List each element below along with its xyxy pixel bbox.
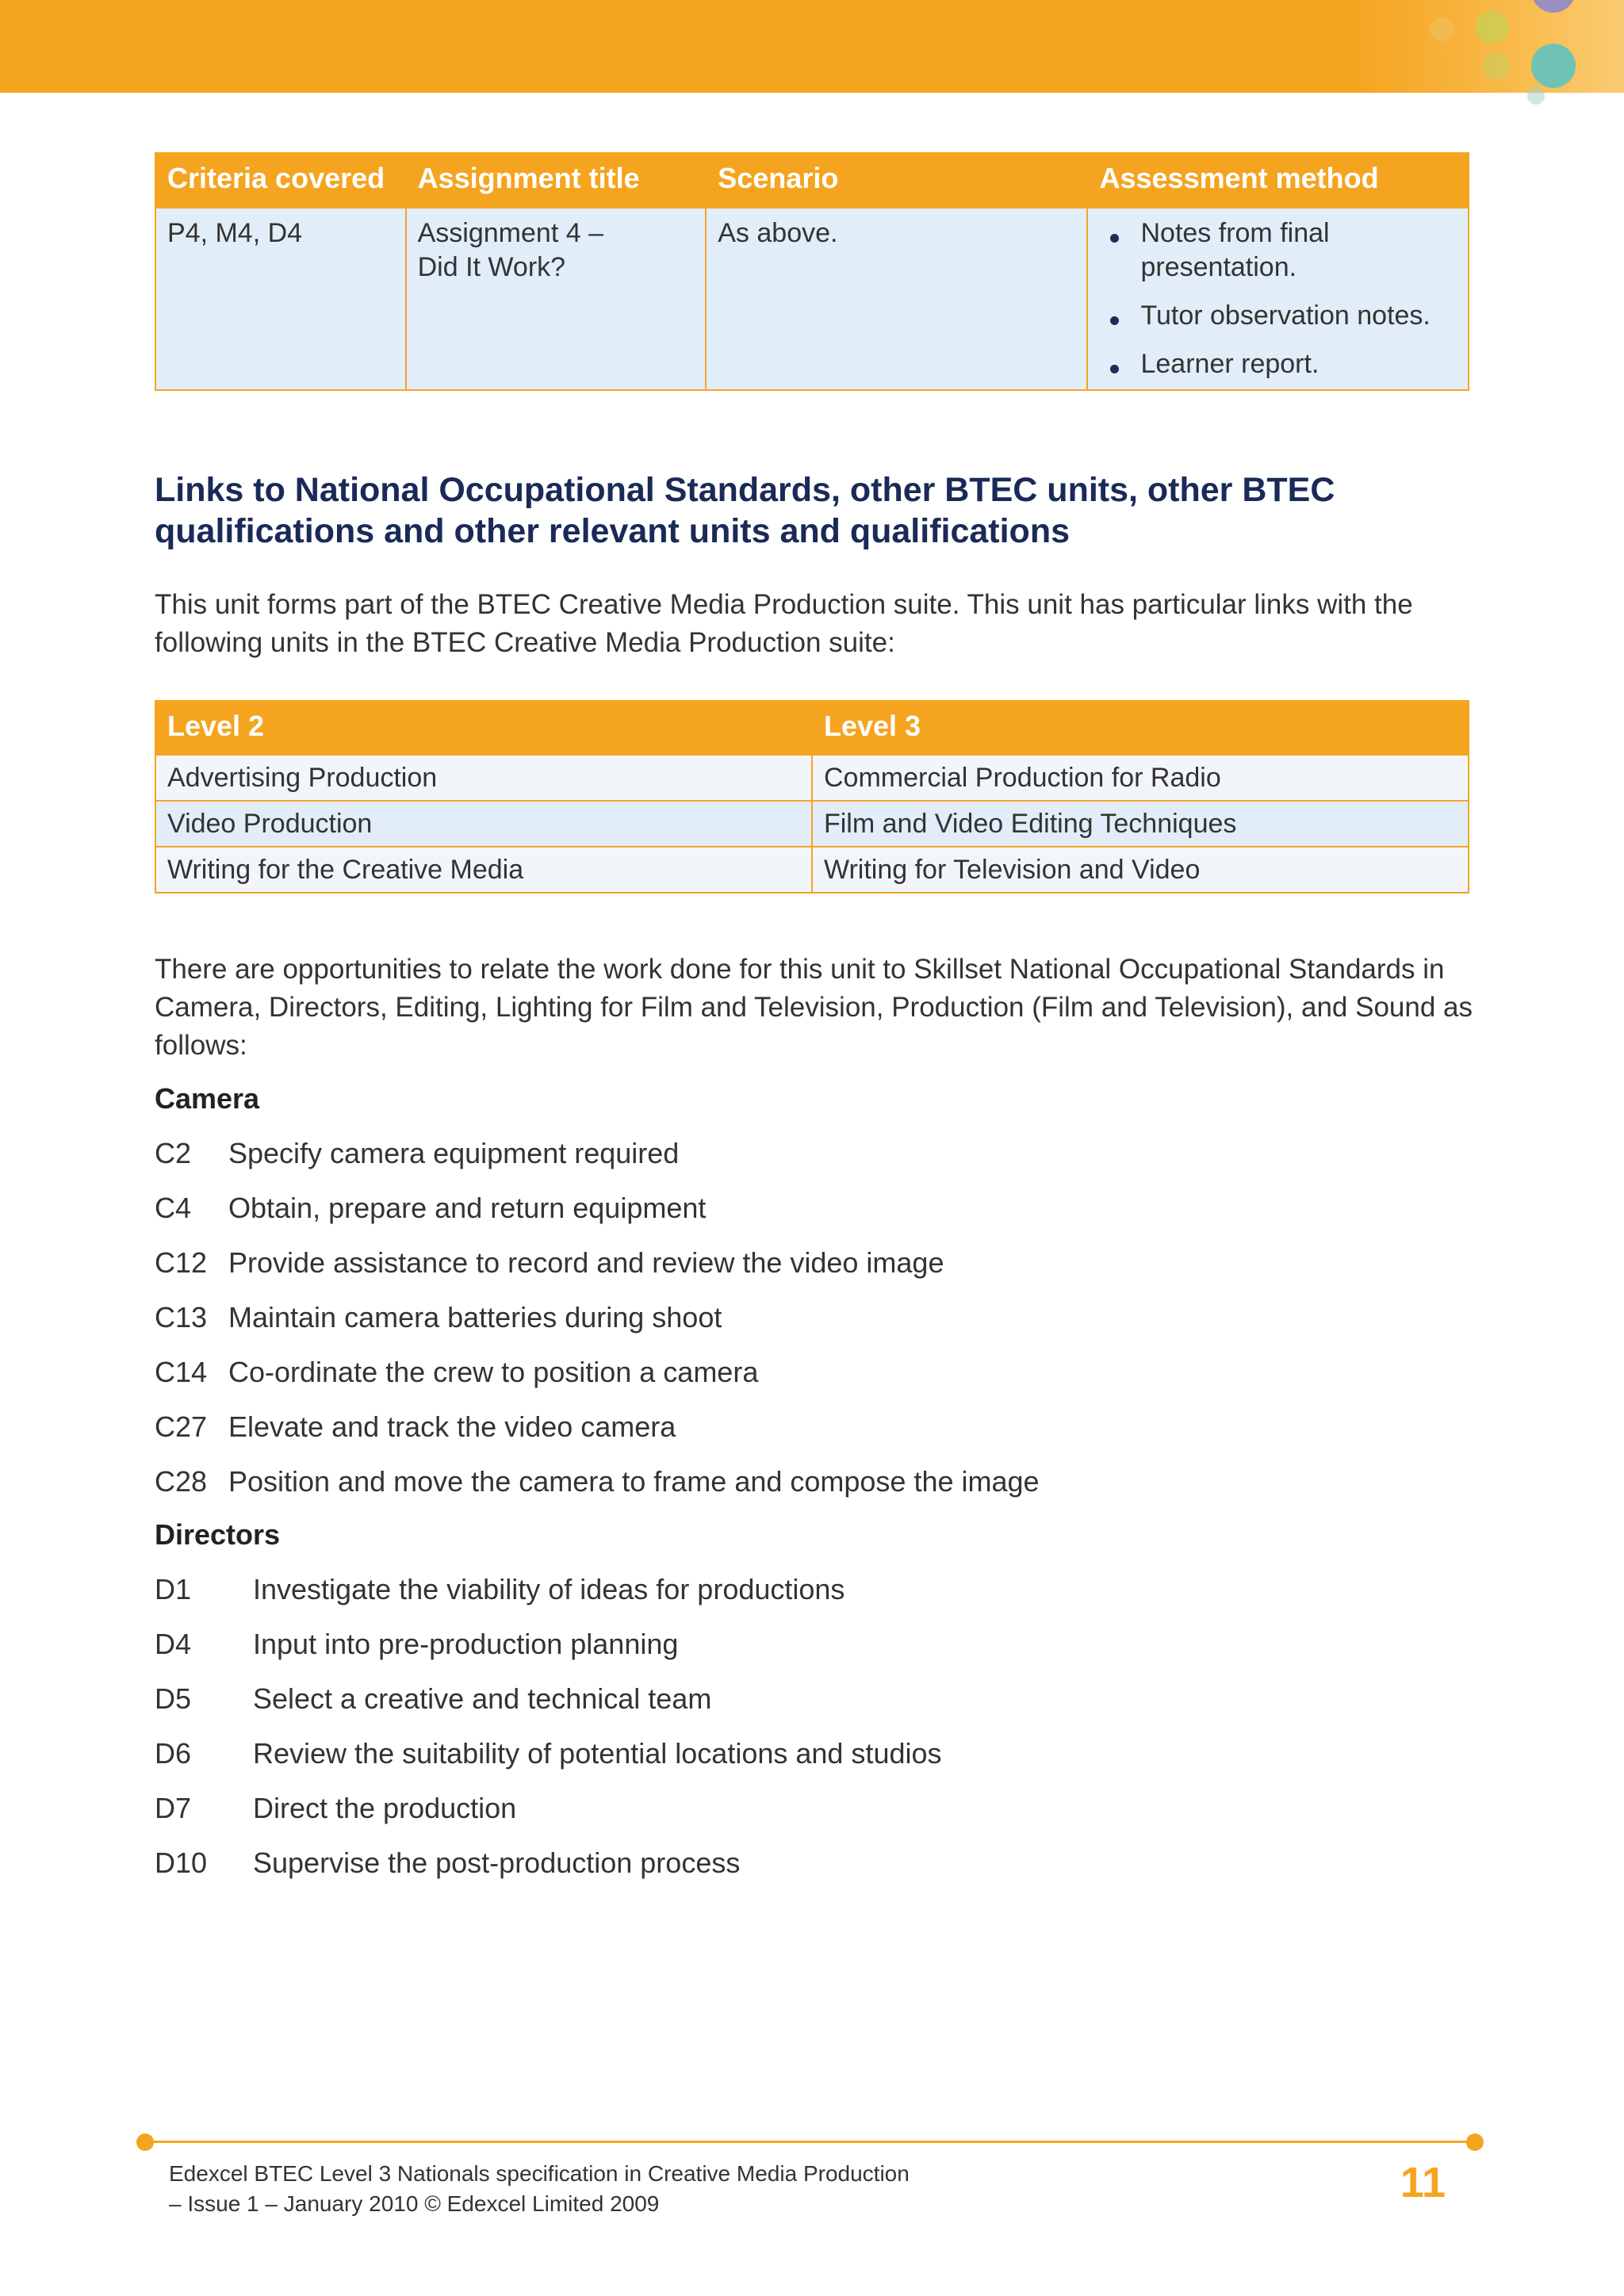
assessment-method-cell (1087, 208, 1469, 390)
list-item: Tutor observation notes. (1099, 299, 1457, 333)
standard-description: Elevate and track the video camera (228, 1410, 676, 1443)
standard-description: Position and move the camera to frame and compose the image (228, 1465, 1040, 1498)
list-item (155, 1627, 679, 1662)
list-item (155, 1682, 712, 1716)
column-header: Assessment method (1087, 153, 1469, 208)
list-item (155, 1136, 680, 1171)
column-header: Level 2 (155, 701, 812, 755)
standard-description: Supervise the post-production process (253, 1846, 741, 1879)
standard-code: C14 (155, 1356, 208, 1388)
standard-description: Investigate the viability of ideas for productions (253, 1573, 845, 1605)
standard-description: Select a creative and technical team (253, 1682, 712, 1715)
list-item (155, 1300, 722, 1335)
standard-code: C27 (155, 1410, 208, 1443)
column-header: Assignment title (406, 153, 707, 208)
list-item (155, 1464, 1040, 1499)
decorative-dot (1476, 10, 1509, 44)
footer-divider (145, 2141, 1474, 2143)
column-header: Scenario (706, 153, 1087, 208)
table-row (155, 801, 1469, 847)
page-number: 11 (1400, 2159, 1446, 2206)
standard-code: D6 (155, 1737, 192, 1770)
table-header-row (155, 153, 1469, 208)
table-row (155, 208, 1469, 390)
decorative-dot (1531, 44, 1576, 88)
column-header: Criteria covered (155, 153, 406, 208)
intro-paragraph: This unit forms part of the BTEC Creative Media Production suite. This unit has particular links with the following units in the BTEC Creative Media Production suite: (155, 589, 1413, 658)
standard-code: D4 (155, 1628, 192, 1660)
directors-heading: Directors (155, 1518, 281, 1551)
table-row (155, 755, 1469, 801)
footer-line: – Issue 1 – January 2010 © Edexcel Limited 2009 (169, 2191, 660, 2216)
standard-code: D7 (155, 1792, 192, 1824)
column-header: Level 3 (812, 701, 1469, 755)
standard-code: D1 (155, 1573, 192, 1605)
list-item (155, 1191, 707, 1226)
standard-code: C2 (155, 1137, 192, 1169)
list-item (155, 1246, 944, 1280)
list-item (155, 1736, 942, 1771)
scenario-cell: As above. (706, 208, 1087, 390)
footer-divider-dot (1466, 2133, 1484, 2151)
list-item: Learner report. (1099, 347, 1457, 381)
footer-divider-dot (136, 2133, 154, 2151)
list-item: Notes from final presentation. (1099, 216, 1457, 285)
standard-description: Maintain camera batteries during shoot (228, 1301, 722, 1334)
table-cell: Film and Video Editing Techniques (812, 801, 1469, 847)
standard-code: C28 (155, 1465, 208, 1498)
assessment-method-list (1099, 216, 1457, 381)
standard-code: D5 (155, 1682, 192, 1715)
assignment-title-line: Did It Work? (417, 252, 566, 282)
standard-description: Review the suitability of potential locations and studios (253, 1737, 942, 1770)
footer-line: Edexcel BTEC Level 3 Nationals specification in Creative Media Production (169, 2161, 910, 2186)
standard-description: Specify camera equipment required (228, 1137, 680, 1169)
list-item (155, 1572, 845, 1607)
standard-code: C12 (155, 1246, 208, 1279)
table-header-row (155, 701, 1469, 755)
assignment-title-line: Assignment 4 – (417, 218, 603, 248)
nos-paragraph: There are opportunities to relate the work done for this unit to Skillset National Occupational Standards in Camera, Directors, Editing, Lighting for Film and Television, Production (Film and Television), and Sound as follows: (155, 954, 1473, 1061)
section-heading: Links to National Occupational Standards, other BTEC units, other BTEC qualifications and other relevant units and qualifications (155, 471, 1335, 550)
camera-heading: Camera (155, 1082, 260, 1115)
table-cell: Commercial Production for Radio (812, 755, 1469, 801)
list-item (155, 1410, 676, 1445)
decorative-dot (1483, 52, 1510, 79)
table-cell: Advertising Production (155, 755, 812, 801)
list-item (155, 1355, 759, 1390)
standard-description: Provide assistance to record and review the video image (228, 1246, 944, 1279)
assignment-title-cell (406, 208, 707, 390)
header-band (0, 0, 1624, 93)
table-cell: Writing for the Creative Media (155, 847, 812, 893)
standard-description: Obtain, prepare and return equipment (228, 1192, 707, 1224)
table-cell: Writing for Television and Video (812, 847, 1469, 893)
list-item (155, 1791, 517, 1826)
standard-code: C13 (155, 1301, 208, 1334)
footer-text (169, 2159, 910, 2219)
assessment-table (155, 152, 1469, 391)
table-row (155, 847, 1469, 893)
table-cell: Video Production (155, 801, 812, 847)
decorative-dot (1430, 17, 1454, 41)
standard-description: Input into pre-production planning (253, 1628, 679, 1660)
standard-description: Co-ordinate the crew to position a camera (228, 1356, 759, 1388)
criteria-cell: P4, M4, D4 (155, 208, 406, 390)
levels-table (155, 700, 1469, 894)
decorative-dot (1527, 87, 1545, 105)
standard-code: C4 (155, 1192, 192, 1224)
list-item (155, 1846, 741, 1881)
standard-description: Direct the production (253, 1792, 517, 1824)
standard-code: D10 (155, 1846, 208, 1879)
